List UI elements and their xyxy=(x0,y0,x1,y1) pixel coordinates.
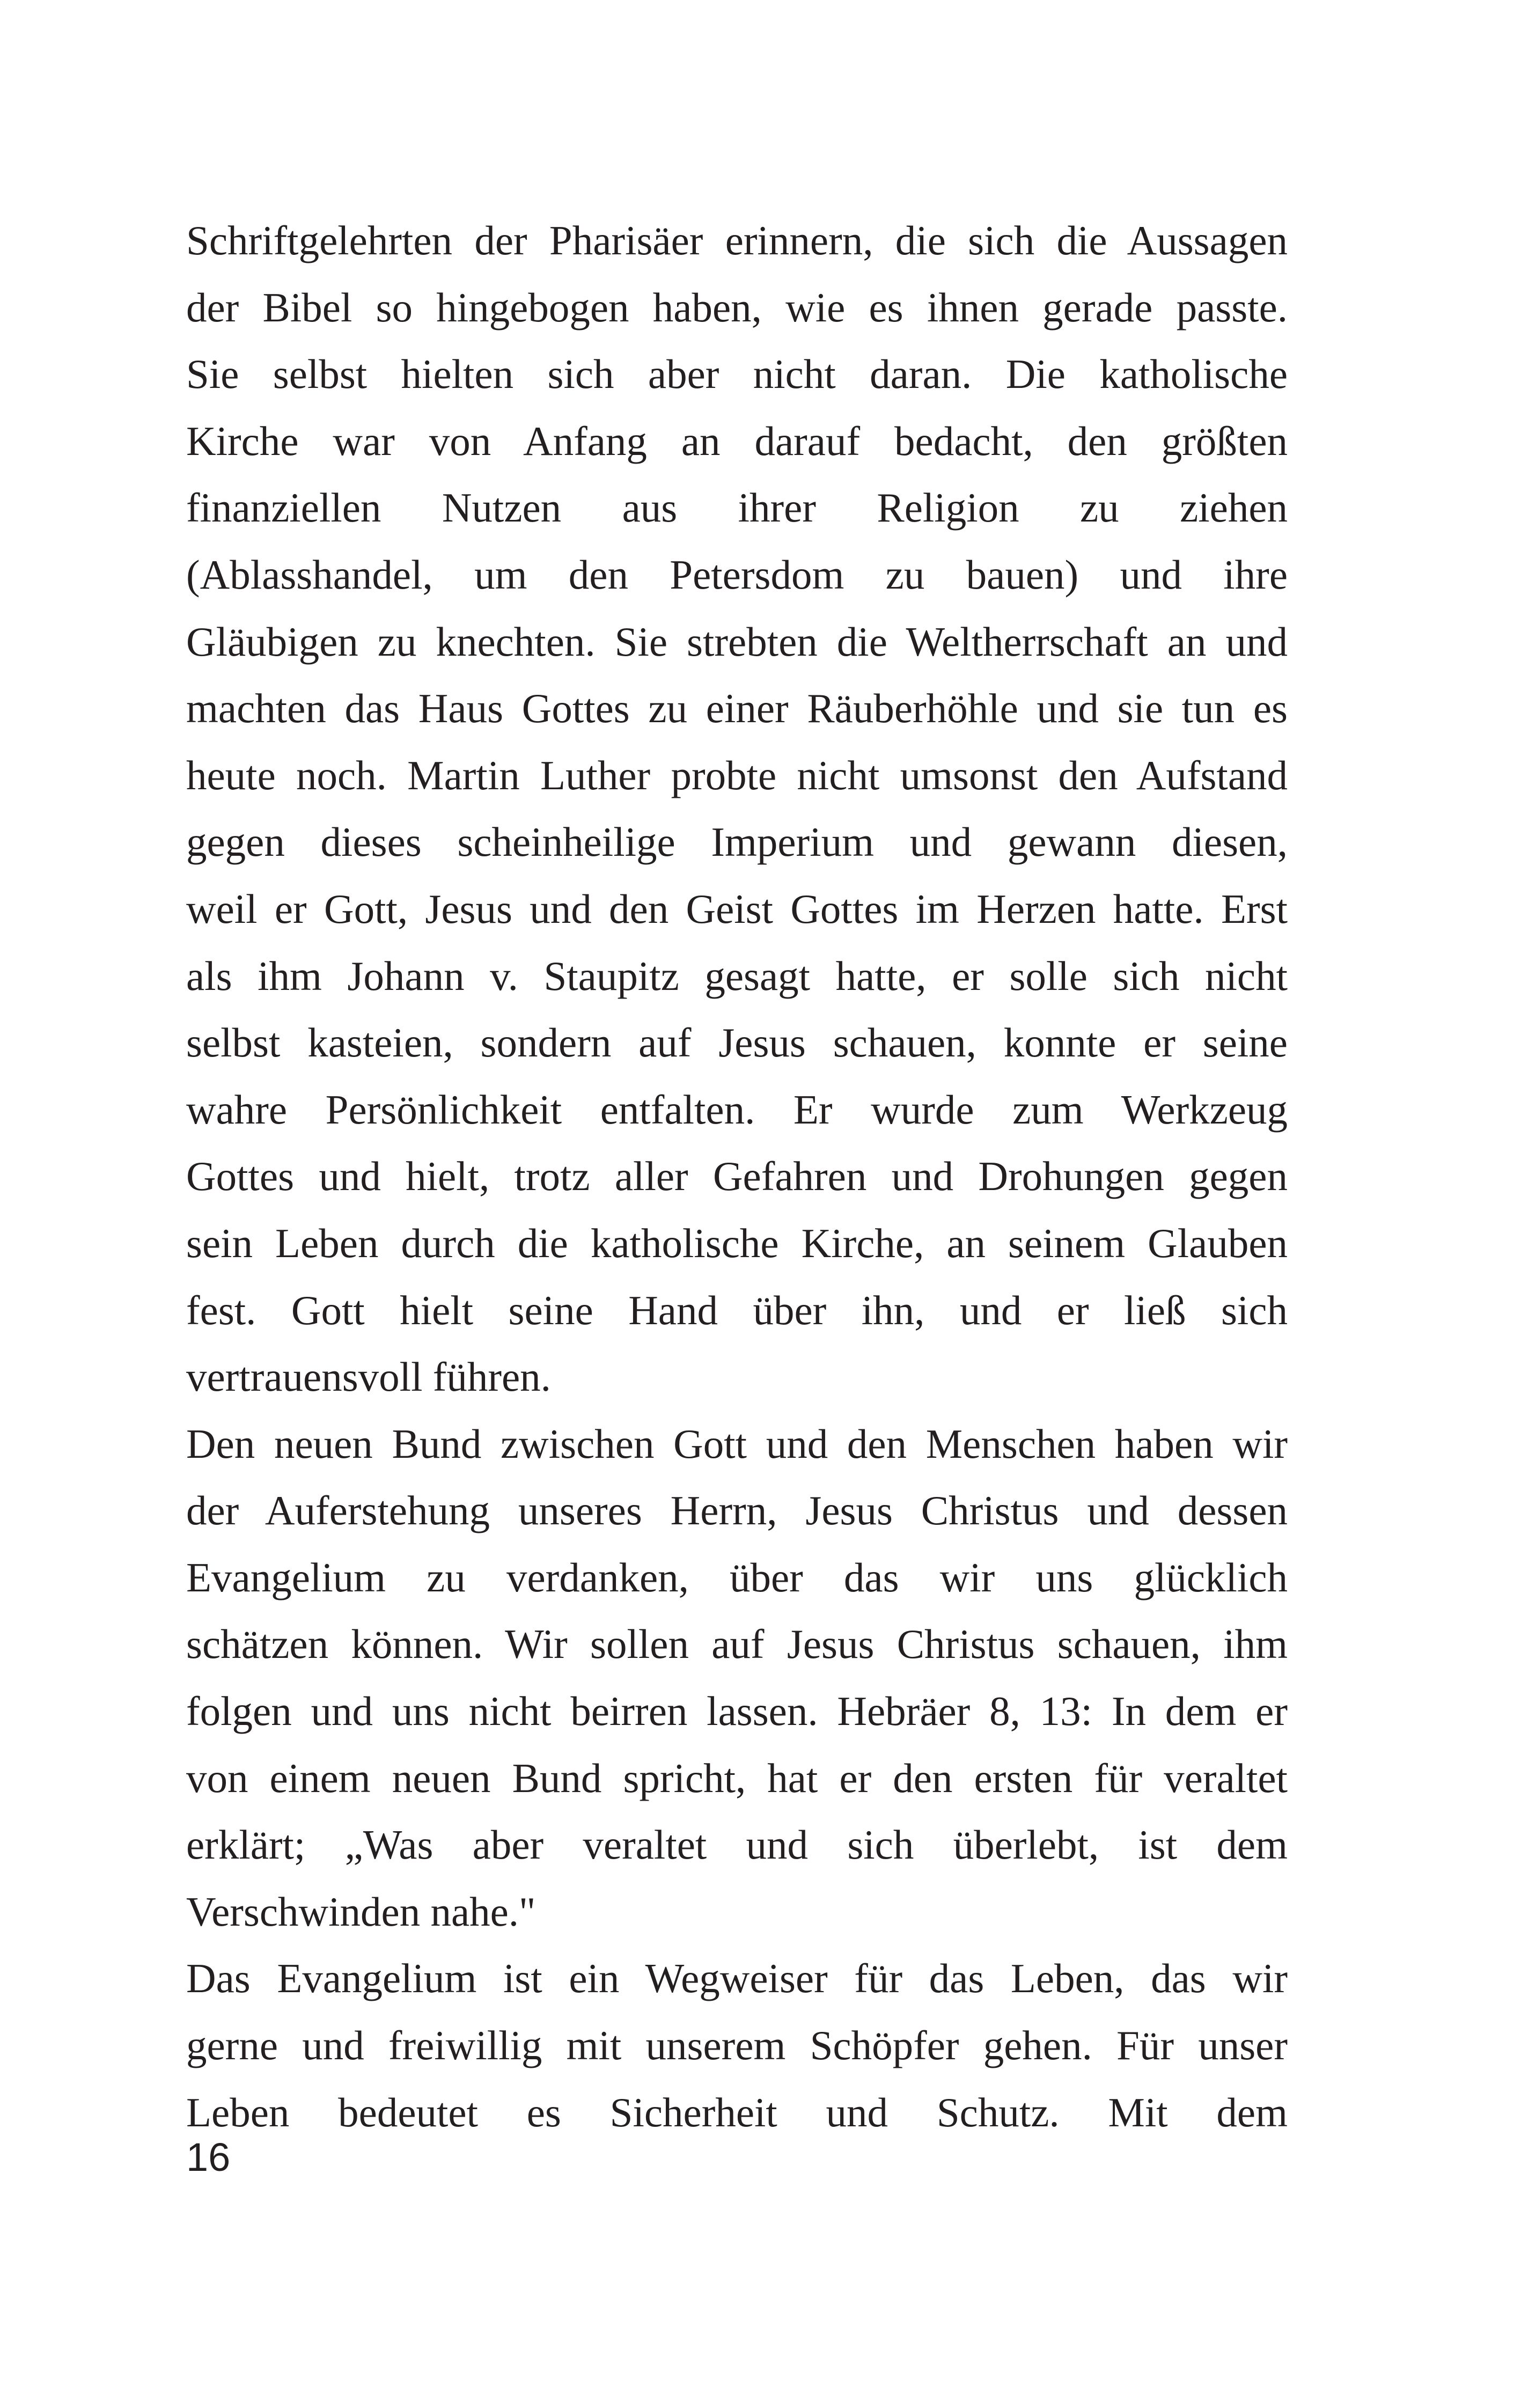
text-line: Gottes und hielt, trotz aller Gefahren und Drohungen gegen xyxy=(186,1153,1288,1200)
text-line: der Auferstehung unseres Herrn, Jesus Christus und dessen xyxy=(186,1487,1288,1534)
text-line: weil er Gott, Jesus und den Geist Gottes im Herzen hatte. Erst xyxy=(186,885,1288,932)
text-line: selbst kasteien, sondern auf Jesus schauen, konnte er seine xyxy=(186,1019,1288,1066)
text-line: Leben bedeutet es Sicherheit und Schutz. Mit dem xyxy=(186,2089,1288,2135)
text-line: sein Leben durch die katholische Kirche, an seinem Glauben xyxy=(186,1220,1288,1266)
text-line: Evangelium zu verdanken, über das wir uns glücklich xyxy=(186,1554,1288,1601)
text-line: wahre Persönlichkeit entfalten. Er wurde zum Werkzeug xyxy=(186,1086,1288,1133)
text-line: Das Evangelium ist ein Wegweiser für das Leben, das wir xyxy=(186,1955,1288,2002)
text-line: Sie selbst hielten sich aber nicht daran. Die katholische xyxy=(186,351,1288,398)
body-text xyxy=(186,207,1288,2146)
text-line: Kirche war von Anfang an darauf bedacht, den größten xyxy=(186,417,1288,464)
text-line: als ihm Johann v. Staupitz gesagt hatte, er solle sich nicht xyxy=(186,952,1288,999)
text-line: der Bibel so hingebogen haben, wie es ihnen gerade passte. xyxy=(186,284,1288,331)
text-line: (Ablasshandel, um den Petersdom zu bauen) und ihre xyxy=(186,551,1288,598)
text-line: Gläubigen zu knechten. Sie strebten die Weltherrschaft an und xyxy=(186,618,1288,665)
text-line: finanziellen Nutzen aus ihrer Religion zu ziehen xyxy=(186,484,1288,531)
text-line: erklärt; „Was aber veraltet und sich überlebt, ist dem xyxy=(186,1822,1288,1868)
text-line: gerne und freiwillig mit unserem Schöpfer gehen. Für unser xyxy=(186,2022,1288,2069)
text-line: von einem neuen Bund spricht, hat er den ersten für veraltet xyxy=(186,1754,1288,1801)
text-line: heute noch. Martin Luther probte nicht umsonst den Aufstand xyxy=(186,752,1288,798)
text-line: Den neuen Bund zwischen Gott und den Menschen haben wir xyxy=(186,1420,1288,1467)
text-line: Schriftgelehrten der Pharisäer erinnern, die sich die Aussagen xyxy=(186,217,1288,263)
text-line: folgen und uns nicht beirren lassen. Hebräer 8, 13: In dem er xyxy=(186,1688,1288,1735)
text-line: schätzen können. Wir sollen auf Jesus Christus schauen, ihm xyxy=(186,1621,1288,1668)
text-line: gegen dieses scheinheilige Imperium und gewann diesen, xyxy=(186,819,1288,865)
page-number: 16 xyxy=(186,2135,231,2179)
paragraph-end-line: vertrauensvoll führen. xyxy=(186,1354,551,1400)
paragraph-end-line: Verschwinden nahe." xyxy=(186,1888,536,1935)
text-line: machten das Haus Gottes zu einer Räuberhöhle und sie tun es xyxy=(186,685,1288,732)
text-line: fest. Gott hielt seine Hand über ihn, und er ließ sich xyxy=(186,1287,1288,1333)
